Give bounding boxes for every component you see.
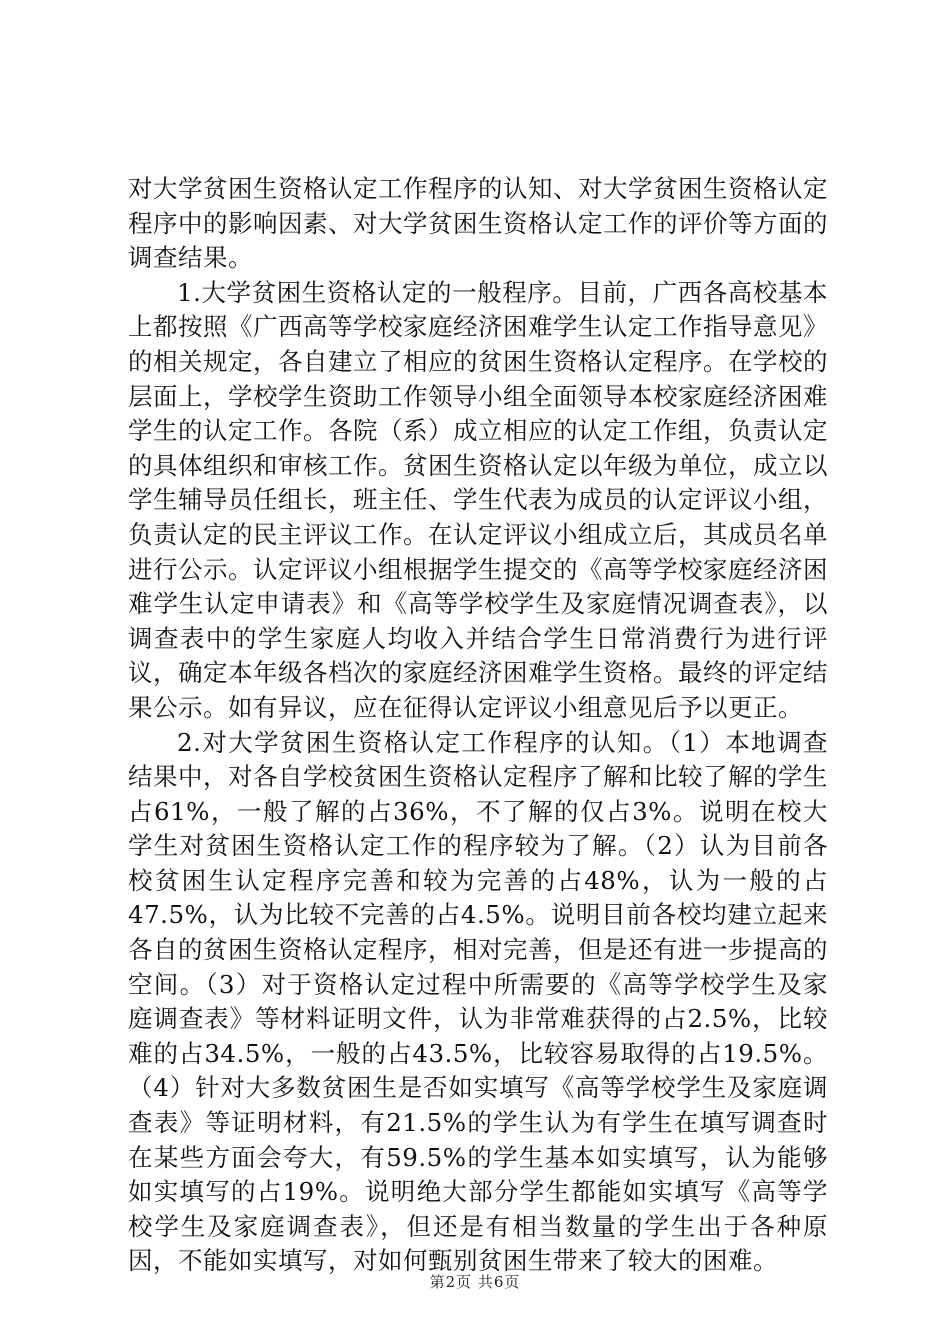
paragraph-procedure-awareness: 2.对大学贫困生资格认定工作程序的认知。（1）本地调查结果中，对各自学校贫困生资格认定程序了解和比较了解的学生占61%，一般了解的占36%，不了解的仅占3%。说明在校大学生对贫困生资格认定工作的程序较为了解。（2）认为目前各校贫困生认定程序完善和较为完善的占48%，认为一般的占47.5%，认为比较不完善的占4.5%。说明目前各校均建立起来各自的贫困生资格认定程序，相对完善，但是还有进一步提高的空间。（3）对于资格认定过程中所需要的《高等学校学生及家庭调查表》等材料证明文件，认为非常难获得的占2.5%，比较难的占34.5%，一般的占43.5%，比较容易取得的占19.5%。（4）针对大多数贫困生是否如实填写《高等学校学生及家庭调查表》等证明材料，有21.5%的学生认为有学生在填写调查时在某些方面会夸大，有59.5%的学生基本如实填写，认为能够如实填写的占19%。说明绝大部分学生都能如实填写《高等学校学生及家庭调查表》，但还是有相当数量的学生出于各种原因，不能如实填写，对如何甄别贫困生带来了较大的困难。: [128, 727, 828, 1276]
paragraph-general-procedure: 1.大学贫困生资格认定的一般程序。目前，广西各高校基本上都按照《广西高等学校家庭经济困难学生认定工作指导意见》的相关规定，各自建立了相应的贫困生资格认定程序。在学校的层面上，学校学生资助工作领导小组全面领导本校家庭经济困难学生的认定工作。各院（系）成立相应的认定工作组，负责认定的具体组织和审核工作。贫困生资格认定以年级为单位，成立以学生辅导员任组长，班主任、学生代表为成员的认定评议小组，负责认定的民主评议工作。在认定评议小组成立后，其成员名单进行公示。认定评议小组根据学生提交的《高等学校家庭经济困难学生认定申请表》和《高等学校学生及家庭情况调查表》，以调查表中的学生家庭人均收入并结合学生日常消费行为进行评议，确定本年级各档次的家庭经济困难学生资格。最终的评定结果公示。如有异议，应在征得认定评议小组意见后予以更正。: [128, 277, 828, 722]
page-number-footer: 第2页 共6页: [429, 1273, 521, 1291]
paragraph-intro-continuation: 对大学贫困生资格认定工作程序的认知、对大学贫困生资格认定程序中的影响因素、对大学贫困生资格认定工作的评价等方面的调查结果。: [128, 174, 828, 273]
body-text: [128, 172, 828, 1279]
